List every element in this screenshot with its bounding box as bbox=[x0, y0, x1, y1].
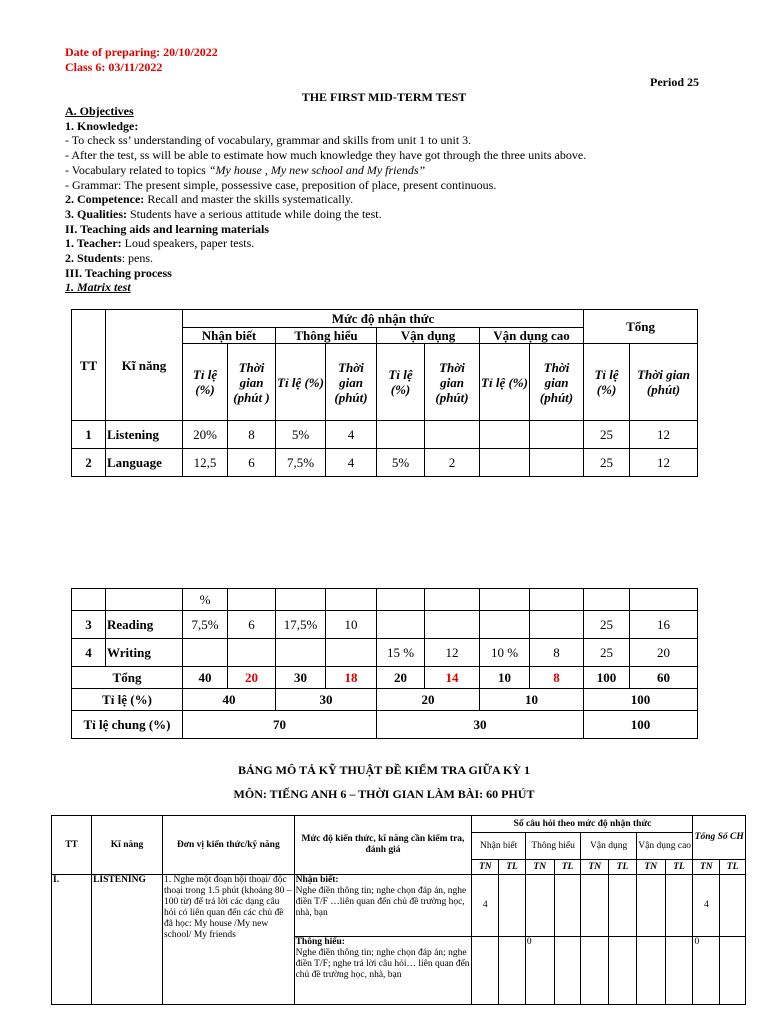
time-col-3: Thời gian (phút) bbox=[425, 344, 480, 421]
competence-line bbox=[65, 192, 725, 207]
tn-header: TN bbox=[636, 860, 665, 875]
tl-header: TL bbox=[720, 860, 746, 875]
tl-header: TL bbox=[609, 860, 637, 875]
cell: 6 bbox=[228, 449, 276, 477]
spec-question-count-header: Số câu hỏi theo mức độ nhận thức bbox=[472, 816, 693, 833]
cell: 15 % bbox=[377, 639, 425, 667]
spec-level-recognition: Nhận biết bbox=[472, 833, 525, 860]
teacher-text: Loud speakers, paper tests. bbox=[121, 236, 255, 251]
cell: 10 % bbox=[480, 639, 530, 667]
spec-th-total: 0 bbox=[693, 937, 720, 1005]
cell: 25 bbox=[584, 639, 630, 667]
ratio-cell: 30 bbox=[276, 689, 377, 711]
cell: 12 bbox=[630, 449, 698, 477]
cell bbox=[425, 611, 480, 639]
process-heading: III. Teaching process bbox=[65, 265, 172, 280]
students-label: 2. Students bbox=[65, 251, 122, 266]
cell: 8 bbox=[228, 421, 276, 449]
cell bbox=[480, 421, 530, 449]
row-skill: Listening bbox=[106, 421, 183, 449]
row-tt: 2 bbox=[72, 449, 106, 477]
spec-skill-header: Kĩ năng bbox=[92, 816, 163, 875]
vocab-prefix: - Vocabulary related to topics bbox=[65, 162, 209, 177]
general-ratio-row bbox=[72, 711, 698, 739]
cell bbox=[377, 421, 425, 449]
total-cell: 100 bbox=[584, 667, 630, 689]
spec-th-value: 0 bbox=[525, 937, 554, 1005]
ratio-cell: 10 bbox=[480, 689, 584, 711]
matrix-table-continued bbox=[71, 588, 698, 739]
total-cell: 10 bbox=[480, 667, 530, 689]
competence-text: Recall and master the skills systematically. bbox=[144, 192, 354, 207]
spec-nb-total: 4 bbox=[693, 875, 720, 937]
tl-header: TL bbox=[665, 860, 693, 875]
spec-row-skill: LISTENING bbox=[92, 875, 163, 1005]
cell bbox=[377, 611, 425, 639]
spec-nb-value: 4 bbox=[472, 875, 499, 937]
students-text: : pens. bbox=[121, 251, 154, 266]
table-row bbox=[72, 421, 698, 449]
spec-row-tt: I. bbox=[52, 875, 92, 1005]
cell: 8 bbox=[530, 639, 584, 667]
aids-heading: II. Teaching aids and learning materials bbox=[65, 221, 270, 236]
cell bbox=[228, 639, 276, 667]
lesson-plan bbox=[65, 104, 725, 295]
spec-unit-header: Đơn vị kiến thức/kỹ năng bbox=[163, 816, 295, 875]
skill-header: Kĩ năng bbox=[106, 310, 183, 421]
spec-title: BẢNG MÔ TẢ KỸ THUẬT ĐỀ KIỂM TRA GIỮA KỲ 1 bbox=[237, 763, 531, 777]
cell: 5% bbox=[377, 449, 425, 477]
competence-label: 2. Competence: bbox=[65, 192, 145, 207]
spec-th-label: Thông hiểu: bbox=[295, 937, 345, 947]
qualities-line bbox=[65, 207, 725, 222]
class-date: Class 6: 03/11/2022 bbox=[65, 60, 163, 74]
total-cell: 40 bbox=[183, 667, 228, 689]
carry-over-percent: % bbox=[183, 589, 228, 611]
knowledge-line-4: - Grammar: The present simple, possessive case, preposition of place, present continuous. bbox=[65, 177, 497, 192]
cell: 5% bbox=[276, 421, 326, 449]
cell bbox=[425, 421, 480, 449]
ratio-label: Tỉ lệ (%) bbox=[72, 689, 183, 711]
total-row bbox=[72, 667, 698, 689]
knowledge-line-2: - After the test, ss will be able to estimate how much knowledge they have got through the three units above. bbox=[65, 148, 587, 163]
spec-nb-desc bbox=[294, 875, 472, 937]
tn-header: TN bbox=[693, 860, 720, 875]
cell: 17,5% bbox=[276, 611, 326, 639]
row-skill: Writing bbox=[106, 639, 183, 667]
row-tt: 1 bbox=[72, 421, 106, 449]
ratio-col-3: Tỉ lệ (%) bbox=[377, 344, 425, 421]
knowledge-heading: 1. Knowledge: bbox=[65, 118, 139, 133]
spec-th-text: Nghe điền thông tin; nghe chọn đáp án; nghe điền T/F; nghe trả lời câu hỏi… liên quan đến chủ đề trường học, nhà, bạn bbox=[295, 948, 470, 980]
ratio-cell: 40 bbox=[183, 689, 276, 711]
spec-th-desc bbox=[294, 937, 472, 1005]
total-time-cell: 20 bbox=[228, 667, 276, 689]
table-row bbox=[52, 875, 746, 937]
spec-subtitle: MÔN: TIẾNG ANH 6 – THỜI GIAN LÀM BÀI: 60 PHÚT bbox=[233, 787, 535, 801]
spec-level-header: Mức độ kiến thức, kĩ năng cần kiểm tra, đánh giá bbox=[294, 816, 472, 875]
tl-header: TL bbox=[499, 860, 526, 875]
cell: 7,5% bbox=[183, 611, 228, 639]
level-high-application: Vận dụng cao bbox=[480, 328, 584, 344]
ratio-col-1: Tỉ lệ (%) bbox=[183, 344, 228, 421]
teacher-label: 1. Teacher: bbox=[65, 236, 122, 251]
cell: 25 bbox=[584, 421, 630, 449]
cell: 12 bbox=[425, 639, 480, 667]
cell: 10 bbox=[326, 611, 377, 639]
row-skill: Reading bbox=[106, 611, 183, 639]
cell: 2 bbox=[425, 449, 480, 477]
tn-header: TN bbox=[472, 860, 499, 875]
cell bbox=[276, 639, 326, 667]
period-label: Period 25 bbox=[650, 75, 699, 89]
matrix-heading: 1. Matrix test bbox=[65, 280, 131, 295]
knowledge-line-1: - To check ss’ understanding of vocabulary, grammar and skills from unit 1 to unit 3. bbox=[65, 133, 472, 148]
spec-total-header: Tổng Số CH bbox=[693, 816, 746, 860]
spec-tt-header: TT bbox=[52, 816, 92, 875]
cell: 25 bbox=[584, 611, 630, 639]
page-title: THE FIRST MID-TERM TEST bbox=[301, 90, 467, 104]
cell: 12 bbox=[630, 421, 698, 449]
ratio-col-4: Tỉ lệ (%) bbox=[480, 344, 530, 421]
objectives-heading: A. Objectives bbox=[65, 104, 134, 118]
cognitive-level-header: Mức độ nhận thức bbox=[183, 310, 584, 328]
qualities-text: Students have a serious attitude while doing the test. bbox=[127, 206, 382, 221]
total-cell: 20 bbox=[377, 667, 425, 689]
general-ratio-cell: 70 bbox=[183, 711, 377, 739]
tt-header: TT bbox=[72, 310, 106, 421]
level-comprehension: Thông hiểu bbox=[276, 328, 377, 344]
total-label: Tổng bbox=[72, 667, 183, 689]
cell: 4 bbox=[326, 421, 377, 449]
ratio-row bbox=[72, 689, 698, 711]
table-row bbox=[72, 449, 698, 477]
cell bbox=[326, 639, 377, 667]
date-of-preparing: Date of preparing: 20/10/2022 bbox=[65, 45, 218, 59]
ratio-col-total: Tỉ lệ (%) bbox=[584, 344, 630, 421]
tn-header: TN bbox=[581, 860, 609, 875]
table-row bbox=[72, 639, 698, 667]
spec-level-application: Vận dụng bbox=[581, 833, 637, 860]
ratio-col-2: Tỉ lệ (%) bbox=[276, 344, 326, 421]
qualities-label: 3. Qualities: bbox=[65, 206, 127, 221]
knowledge-line-3 bbox=[65, 163, 725, 178]
row-tt: 3 bbox=[72, 611, 106, 639]
matrix-table bbox=[71, 309, 698, 477]
cell bbox=[480, 611, 530, 639]
time-col-1: Thời gian (phút ) bbox=[228, 344, 276, 421]
cell: 12,5 bbox=[183, 449, 228, 477]
spec-row-unit: 1. Nghe một đoạn hội thoại/ độc thoại trong 1.5 phút (khoảng 80 – 100 từ) để trả lời các dạng câu hỏi có liên quan đến các chủ đề đã học: My house /My new school/ My friends bbox=[163, 875, 295, 1005]
total-time-cell: 14 bbox=[425, 667, 480, 689]
cell bbox=[183, 639, 228, 667]
cell: 25 bbox=[584, 449, 630, 477]
time-col-total: Thời gian (phút) bbox=[630, 344, 698, 421]
ratio-cell: 20 bbox=[377, 689, 480, 711]
ratio-cell: 100 bbox=[584, 689, 698, 711]
cell: 16 bbox=[630, 611, 698, 639]
teacher-line bbox=[65, 236, 725, 251]
time-col-4: Thời gian (phút) bbox=[530, 344, 584, 421]
cell: 20% bbox=[183, 421, 228, 449]
spec-level-comprehension: Thông hiểu bbox=[525, 833, 581, 860]
cell bbox=[530, 449, 584, 477]
cell bbox=[530, 611, 584, 639]
level-recognition: Nhận biết bbox=[183, 328, 276, 344]
spec-level-high-application: Vận dụng cao bbox=[636, 833, 693, 860]
row-tt: 4 bbox=[72, 639, 106, 667]
level-application: Vận dụng bbox=[377, 328, 480, 344]
vocab-topics: “My house , My new school and My friends” bbox=[208, 162, 426, 177]
students-line bbox=[65, 251, 725, 266]
total-cell: 30 bbox=[276, 667, 326, 689]
total-time-cell: 8 bbox=[530, 667, 584, 689]
spec-nb-label: Nhận biết: bbox=[295, 875, 339, 885]
general-ratio-label: Tỉ lệ chung (%) bbox=[72, 711, 183, 739]
time-col-2: Thời gian (phút) bbox=[326, 344, 377, 421]
cell bbox=[530, 421, 584, 449]
spec-table bbox=[51, 815, 746, 1005]
general-ratio-cell: 100 bbox=[584, 711, 698, 739]
total-cell: 60 bbox=[630, 667, 698, 689]
cell: 6 bbox=[228, 611, 276, 639]
cell: 20 bbox=[630, 639, 698, 667]
general-ratio-cell: 30 bbox=[377, 711, 584, 739]
table-row bbox=[72, 611, 698, 639]
cell: 7,5% bbox=[276, 449, 326, 477]
total-time-cell: 18 bbox=[326, 667, 377, 689]
cell bbox=[480, 449, 530, 477]
tn-header: TN bbox=[525, 860, 554, 875]
tl-header: TL bbox=[554, 860, 581, 875]
spec-nb-text: Nghe điền thông tin; nghe chọn đáp án, nghe điền T/F …liên quan đến chủ đề trường học, nhà, bạn bbox=[295, 886, 467, 918]
row-skill: Language bbox=[106, 449, 183, 477]
cell: 4 bbox=[326, 449, 377, 477]
total-header: Tổng bbox=[584, 310, 698, 344]
